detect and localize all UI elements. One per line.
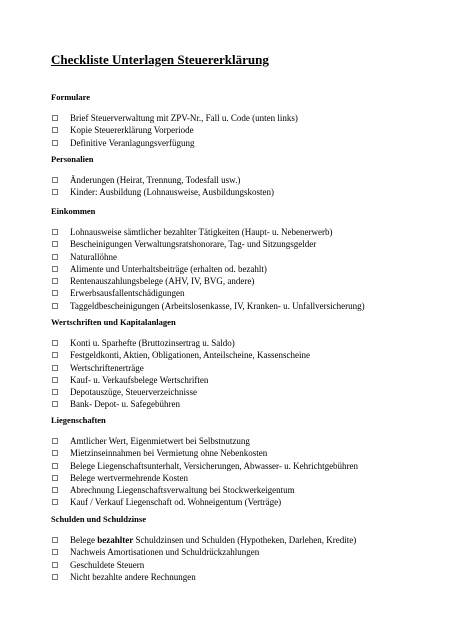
checklist-item: Geschuldete Steuern xyxy=(51,559,431,571)
checklist-item: Alimente und Unterhaltsbeiträge (erhalten od. bezahlt) xyxy=(51,263,431,275)
checklist-item: Festgeldkonti, Aktien, Obligationen, Anteilscheine, Kassenscheine xyxy=(51,349,431,361)
checklist-item: Änderungen (Heirat, Trennung, Todesfall usw.) xyxy=(51,174,431,186)
section-heading: Personalien xyxy=(51,154,94,164)
checkbox-icon[interactable] xyxy=(52,438,58,444)
checklist-item: Kopie Steuererklärung Vorperiode xyxy=(51,124,431,136)
section-formulare xyxy=(51,92,431,149)
checklist-item: Rentenauszahlungsbelege (AHV, IV, BVG, andere) xyxy=(51,275,431,287)
checkbox-icon[interactable] xyxy=(52,266,58,272)
checkbox-icon[interactable] xyxy=(52,229,58,235)
checklist-item: Erwerbsausfallentschädigungen xyxy=(51,287,431,299)
section-einkommen xyxy=(51,206,431,312)
checkbox-icon[interactable] xyxy=(52,340,58,346)
checklist-item: Kinder: Ausbildung (Lohnausweise, Ausbildungskosten) xyxy=(51,186,431,198)
checkbox-icon[interactable] xyxy=(52,177,58,183)
checkbox-icon[interactable] xyxy=(52,389,58,395)
checkbox-icon[interactable] xyxy=(52,365,58,371)
section-heading: Schulden und Schuldzinse xyxy=(51,514,146,524)
checklist-item: Bank- Depot- u. Safegebühren xyxy=(51,398,431,410)
section-liegenschaften xyxy=(51,415,431,509)
checkbox-icon[interactable] xyxy=(52,487,58,493)
checklist-item: Depotauszüge, Steuerverzeichnisse xyxy=(51,386,431,398)
checklist-item: Kauf / Verkauf Liegenschaft od. Wohneigentum (Verträge) xyxy=(51,496,431,508)
checkbox-icon[interactable] xyxy=(52,140,58,146)
checkbox-icon[interactable] xyxy=(52,574,58,580)
section-heading: Formulare xyxy=(51,92,91,102)
checkbox-icon[interactable] xyxy=(52,562,58,568)
section-heading: Einkommen xyxy=(51,206,96,216)
checklist-item: Belege Liegenschaftsunterhalt, Versicherungen, Abwasser- u. Kehrichtgebühren xyxy=(51,460,431,472)
section-heading: Wertschriften und Kapitalanlagen xyxy=(51,317,176,327)
checkbox-icon[interactable] xyxy=(52,499,58,505)
checkbox-icon[interactable] xyxy=(52,278,58,284)
checklist-item: Wertschriftenerträge xyxy=(51,362,431,374)
page-title: Checkliste Unterlagen Steuererklärung xyxy=(51,52,269,67)
checklist-item: Bescheinigungen Verwaltungsratshonorare, Tag- und Sitzungsgelder xyxy=(51,238,431,250)
checkbox-icon[interactable] xyxy=(52,254,58,260)
checklist-item: Nachweis Amortisationen und Schuldrückzahlungen xyxy=(51,546,431,558)
checklist-item: Taggeldbescheinigungen (Arbeitslosenkasse, IV, Kranken- u. Unfallversicherung) xyxy=(51,300,431,312)
checklist-item: Belege bezahlter Schuldzinsen und Schulden (Hypotheken, Darlehen, Kredite) xyxy=(51,534,431,546)
checklist-item: Brief Steuerverwaltung mit ZPV-Nr., Fall u. Code (unten links) xyxy=(51,112,431,124)
checklist-item: Naturallöhne xyxy=(51,251,431,263)
checkbox-icon[interactable] xyxy=(52,401,58,407)
checklist-item: Konti u. Sparhefte (Bruttozinsertrag u. Saldo) xyxy=(51,337,431,349)
checkbox-icon[interactable] xyxy=(52,115,58,121)
checkbox-icon[interactable] xyxy=(52,303,58,309)
checkbox-icon[interactable] xyxy=(52,463,58,469)
checkbox-icon[interactable] xyxy=(52,290,58,296)
checklist-item: Mietzinseinnahmen bei Vermietung ohne Nebenkosten xyxy=(51,447,431,459)
section-wertschriften xyxy=(51,317,431,411)
checklist-item: Lohnausweise sämtlicher bezahlter Tätigkeiten (Haupt- u. Nebenerwerb) xyxy=(51,226,431,238)
checkbox-icon[interactable] xyxy=(52,450,58,456)
checkbox-icon[interactable] xyxy=(52,549,58,555)
checklist-item: Definitive Veranlagungsverfügung xyxy=(51,137,431,149)
checklist-item: Amtlicher Wert, Eigenmietwert bei Selbstnutzung xyxy=(51,435,431,447)
checklist-item: Belege wertvermehrende Kosten xyxy=(51,472,431,484)
checklist-item: Abrechnung Liegenschaftsverwaltung bei Stockwerkeigentum xyxy=(51,484,431,496)
checkbox-icon[interactable] xyxy=(52,127,58,133)
checkbox-icon[interactable] xyxy=(52,189,58,195)
checklist-item: Nicht bezahlte andere Rechnungen xyxy=(51,571,431,583)
section-schulden xyxy=(51,514,431,583)
checklist-item: Kauf- u. Verkaufsbelege Wertschriften xyxy=(51,374,431,386)
checkbox-icon[interactable] xyxy=(52,377,58,383)
checkbox-icon[interactable] xyxy=(52,352,58,358)
checkbox-icon[interactable] xyxy=(52,241,58,247)
section-heading: Liegenschaften xyxy=(51,415,106,425)
section-personalien xyxy=(51,154,431,199)
checkbox-icon[interactable] xyxy=(52,475,58,481)
checkbox-icon[interactable] xyxy=(52,537,58,543)
